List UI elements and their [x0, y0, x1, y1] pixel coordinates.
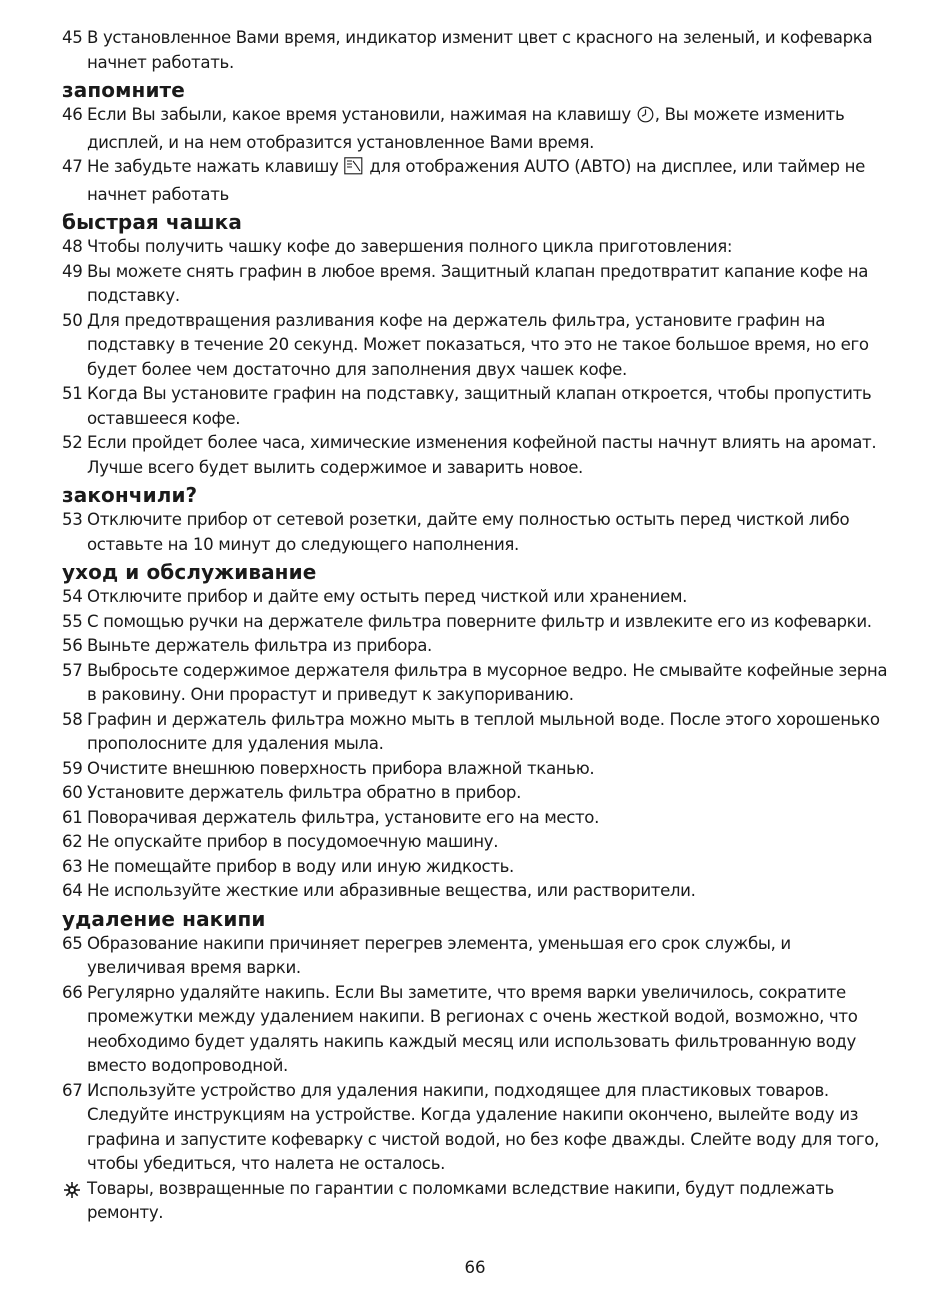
clock-icon [637, 106, 654, 131]
item-number: 53 [62, 510, 83, 529]
item-text: Для предотвращения разливания кофе на держатель фильтра, установите графин на подставку в течение 20 секунд. Может показаться, что это не такое большое время, но его будет более чем достаточно для заполнения двух чашек кофе. [87, 310, 869, 379]
section-heading-quick-cup: быстрая чашка [62, 210, 242, 234]
item-number: 64 [62, 881, 83, 900]
list-item-45 [62, 26, 892, 75]
item-text: Используйте устройство для удаления накипи, подходящее для пластиковых товаров. Следуйте инструкциям на устройстве. Когда удаление накипи окончено, вылейте воду из графина и запустите кофеварку с чистой водой, но без кофе дважды. Слейте воду для того, чтобы убедиться, что налета не осталось. [87, 1080, 880, 1173]
list-item-67 [62, 1079, 892, 1177]
list-item-58 [62, 708, 892, 757]
item-text: Если пройдет более часа, химические изменения кофейной пасты начнут влиять на аромат. Лучше всего будет вылить содержимое и заварить новое. [87, 433, 877, 477]
item-text: Установите держатель фильтра обратно в прибор. [87, 783, 521, 802]
item-text-before-icon: Не забудьте нажать клавишу [87, 157, 344, 176]
list-item-51 [62, 382, 892, 431]
item-number: 62 [62, 832, 83, 851]
list-item-60 [62, 781, 892, 806]
item-number: 65 [62, 933, 83, 953]
list-item-46 [62, 103, 892, 155]
list-item-63 [62, 855, 892, 880]
item-text: Когда Вы установите графин на подставку, защитный клапан откроется, чтобы пропустить оставшееся кофе. [87, 384, 872, 428]
item-text-after-icon: для отображения AUTO (АВТО) на дисплее, или таймер не начнет работать [87, 157, 866, 204]
item-number: 59 [62, 758, 83, 778]
item-number: 48 [62, 237, 83, 256]
list-item-61 [62, 806, 892, 831]
note-text: Товары, возвращенные по гарантии с поломками вследствие накипи, будут подлежать ремонту. [87, 1178, 834, 1222]
item-text: Не помещайте прибор в воду или иную жидкость. [87, 856, 514, 876]
item-number: 66 [62, 982, 83, 1002]
item-number: 54 [62, 587, 83, 606]
list-item-55 [62, 610, 892, 635]
item-text: Выбросьте содержимое держателя фильтра в мусорное ведро. Не смывайте кофейные зерна в раковину. Они прорастут и приведут к закупориванию. [87, 660, 888, 704]
item-number: 56 [62, 636, 83, 655]
item-number: 49 [62, 261, 83, 281]
item-text: Чтобы получить чашку кофе до завершения полного цикла приготовления: [87, 237, 733, 256]
section-heading-care: уход и обслуживание [62, 560, 317, 584]
list-item-48 [62, 235, 892, 260]
item-number: 51 [62, 384, 83, 403]
item-number: 67 [62, 1080, 83, 1100]
item-text: Выньте держатель фильтра из прибора. [87, 636, 432, 655]
item-text: Отключите прибор от сетевой розетки, дайте ему полностью остыть перед чисткой либо оставьте на 10 минут до следующего наполнения. [87, 510, 850, 554]
list-item-52 [62, 431, 892, 480]
list-item-50 [62, 309, 892, 383]
item-text-after-icon: , Вы можете изменить дисплей, и на нем отобразится установленное Вами время. [87, 105, 845, 152]
item-text: Очистите внешнюю поверхность прибора влажной тканью. [87, 758, 595, 778]
item-number: 47 [62, 157, 83, 176]
warranty-note [62, 1177, 892, 1226]
item-text: Образование накипи причиняет перегрев элемента, уменьшая его срок службы, и увеличивая время варки. [87, 933, 791, 977]
item-text: С помощью ручки на держателе фильтра поверните фильтр и извлеките его из кофеварки. [87, 611, 872, 631]
list-item-57 [62, 659, 892, 708]
item-text: Не используйте жесткие или абразивные вещества, или растворители. [87, 881, 696, 900]
list-item-62 [62, 830, 892, 855]
item-number: 50 [62, 310, 83, 330]
list-item-53 [62, 508, 892, 557]
list-item-65 [62, 932, 892, 981]
item-text: Отключите прибор и дайте ему остыть перед чисткой или хранением. [87, 587, 688, 606]
program-icon [344, 157, 363, 183]
item-number: 45 [62, 28, 83, 47]
item-number: 55 [62, 611, 83, 631]
item-number: 52 [62, 433, 83, 452]
item-text-before-icon: Если Вы забыли, какое время установили, нажимая на клавишу [87, 105, 636, 124]
section-heading-finished: закончили? [62, 483, 198, 507]
item-number: 63 [62, 856, 83, 876]
sun-icon [62, 1181, 82, 1207]
item-text: Не опускайте прибор в посудомоечную машину. [87, 832, 499, 851]
document-page [62, 26, 892, 1226]
list-item-47 [62, 155, 892, 207]
list-item-59 [62, 757, 892, 782]
section-heading-descaling: удаление накипи [62, 906, 266, 931]
page-number: 66 [464, 1258, 486, 1277]
item-number: 46 [62, 105, 83, 124]
item-number: 58 [62, 709, 83, 729]
item-text: Регулярно удаляйте накипь. Если Вы заметите, что время варки увеличилось, сократите промежутки между удалением накипи. В регионах с очень жесткой водой, возможно, что необходимо будет удалять накипь каждый месяц или использовать фильтрованную воду вместо водопроводной. [87, 982, 858, 1075]
item-text: Вы можете снять графин в любое время. Защитный клапан предотвратит капание кофе на подставку. [87, 261, 869, 305]
list-item-64 [62, 879, 892, 904]
list-item-54 [62, 585, 892, 610]
list-item-56 [62, 634, 892, 659]
item-number: 60 [62, 783, 83, 802]
item-text: Поворачивая держатель фильтра, установите его на место. [87, 807, 600, 827]
section-heading-remember: запомните [62, 78, 185, 102]
item-number: 61 [62, 807, 83, 827]
item-text: Графин и держатель фильтра можно мыть в теплой мыльной воде. После этого хорошенько прополосните для удаления мыла. [87, 709, 880, 753]
item-text: В установленное Вами время, индикатор изменит цвет с красного на зеленый, и кофеварка начнет работать. [87, 28, 873, 72]
item-number: 57 [62, 660, 83, 680]
list-item-66 [62, 981, 892, 1079]
list-item-49 [62, 260, 892, 309]
